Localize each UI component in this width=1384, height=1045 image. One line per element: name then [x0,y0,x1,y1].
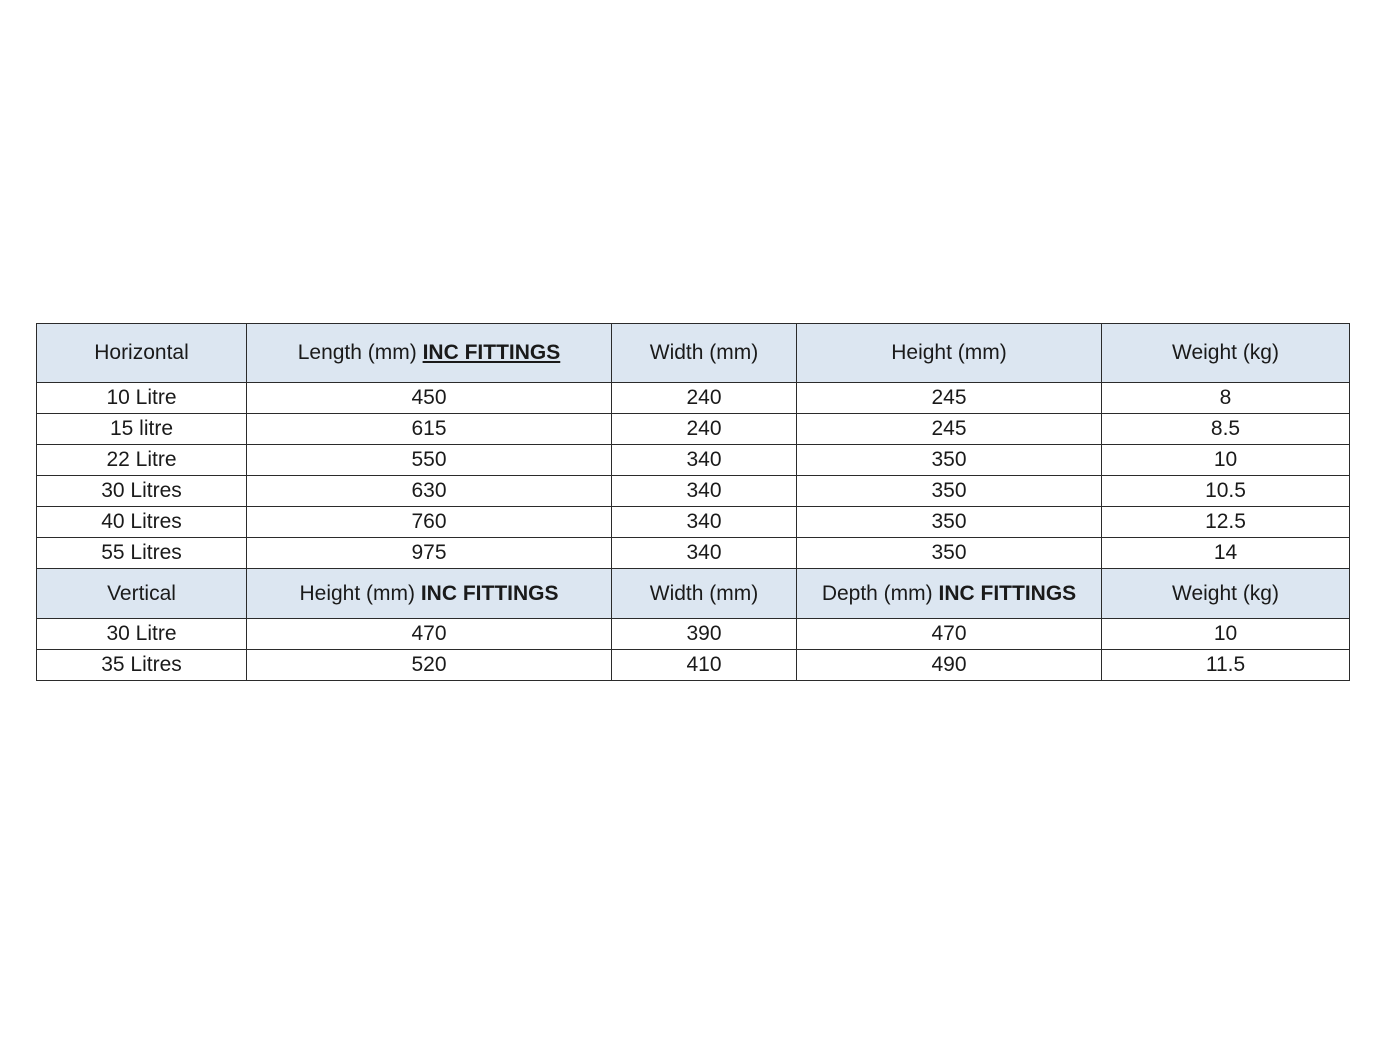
table-cell: 10 [1102,445,1350,476]
table-cell: 12.5 [1102,507,1350,538]
vertical-type-header: Vertical [37,569,247,619]
table-cell: 350 [797,507,1102,538]
table-row [37,476,1350,507]
horizontal-header-row [37,324,1350,383]
table-cell: 490 [797,650,1102,681]
table-cell: 10.5 [1102,476,1350,507]
width-header: Width (mm) [612,324,797,383]
length-header: Length (mm) INC FITTINGS [247,324,612,383]
table-cell: 11.5 [1102,650,1350,681]
table-cell: 30 Litre [37,619,247,650]
table-cell: 8 [1102,383,1350,414]
table-cell: 22 Litre [37,445,247,476]
horizontal-type-header: Horizontal [37,324,247,383]
depth-header: Depth (mm) INC FITTINGS [797,569,1102,619]
table-cell: 40 Litres [37,507,247,538]
table-cell: 340 [612,538,797,569]
table-cell: 245 [797,414,1102,445]
table-cell: 340 [612,507,797,538]
table-cell: 340 [612,476,797,507]
table-cell: 30 Litres [37,476,247,507]
table-cell: 350 [797,445,1102,476]
table-cell: 35 Litres [37,650,247,681]
table-cell: 10 [1102,619,1350,650]
table-cell: 350 [797,476,1102,507]
table-cell: 470 [797,619,1102,650]
table-row [37,445,1350,476]
table-cell: 390 [612,619,797,650]
inc-fittings-label: INC FITTINGS [422,341,561,364]
vertical-height-header: Height (mm) INC FITTINGS [247,569,612,619]
inc-fittings-label: INC FITTINGS [420,581,559,605]
vertical-width-header: Width (mm) [612,569,797,619]
vertical-weight-header: Weight (kg) [1102,569,1350,619]
table-cell: 340 [612,445,797,476]
inc-fittings-label: INC FITTINGS [938,581,1077,605]
table-row [37,414,1350,445]
table-cell: 10 Litre [37,383,247,414]
table-row [37,619,1350,650]
table-cell: 550 [247,445,612,476]
table-cell: 450 [247,383,612,414]
table-cell: 55 Litres [37,538,247,569]
dimensions-table [36,323,1350,681]
table-cell: 8.5 [1102,414,1350,445]
table-cell: 760 [247,507,612,538]
table-row [37,507,1350,538]
table-cell: 410 [612,650,797,681]
table-cell: 975 [247,538,612,569]
table-cell: 15 litre [37,414,247,445]
table-cell: 240 [612,383,797,414]
table-row [37,538,1350,569]
table-cell: 245 [797,383,1102,414]
table-row [37,650,1350,681]
weight-header: Weight (kg) [1102,324,1350,383]
table-cell: 470 [247,619,612,650]
table-cell: 240 [612,414,797,445]
table-cell: 14 [1102,538,1350,569]
table-cell: 520 [247,650,612,681]
vertical-header-row [37,569,1350,619]
height-header: Height (mm) [797,324,1102,383]
table-row [37,383,1350,414]
table-cell: 630 [247,476,612,507]
table-cell: 615 [247,414,612,445]
table-cell: 350 [797,538,1102,569]
